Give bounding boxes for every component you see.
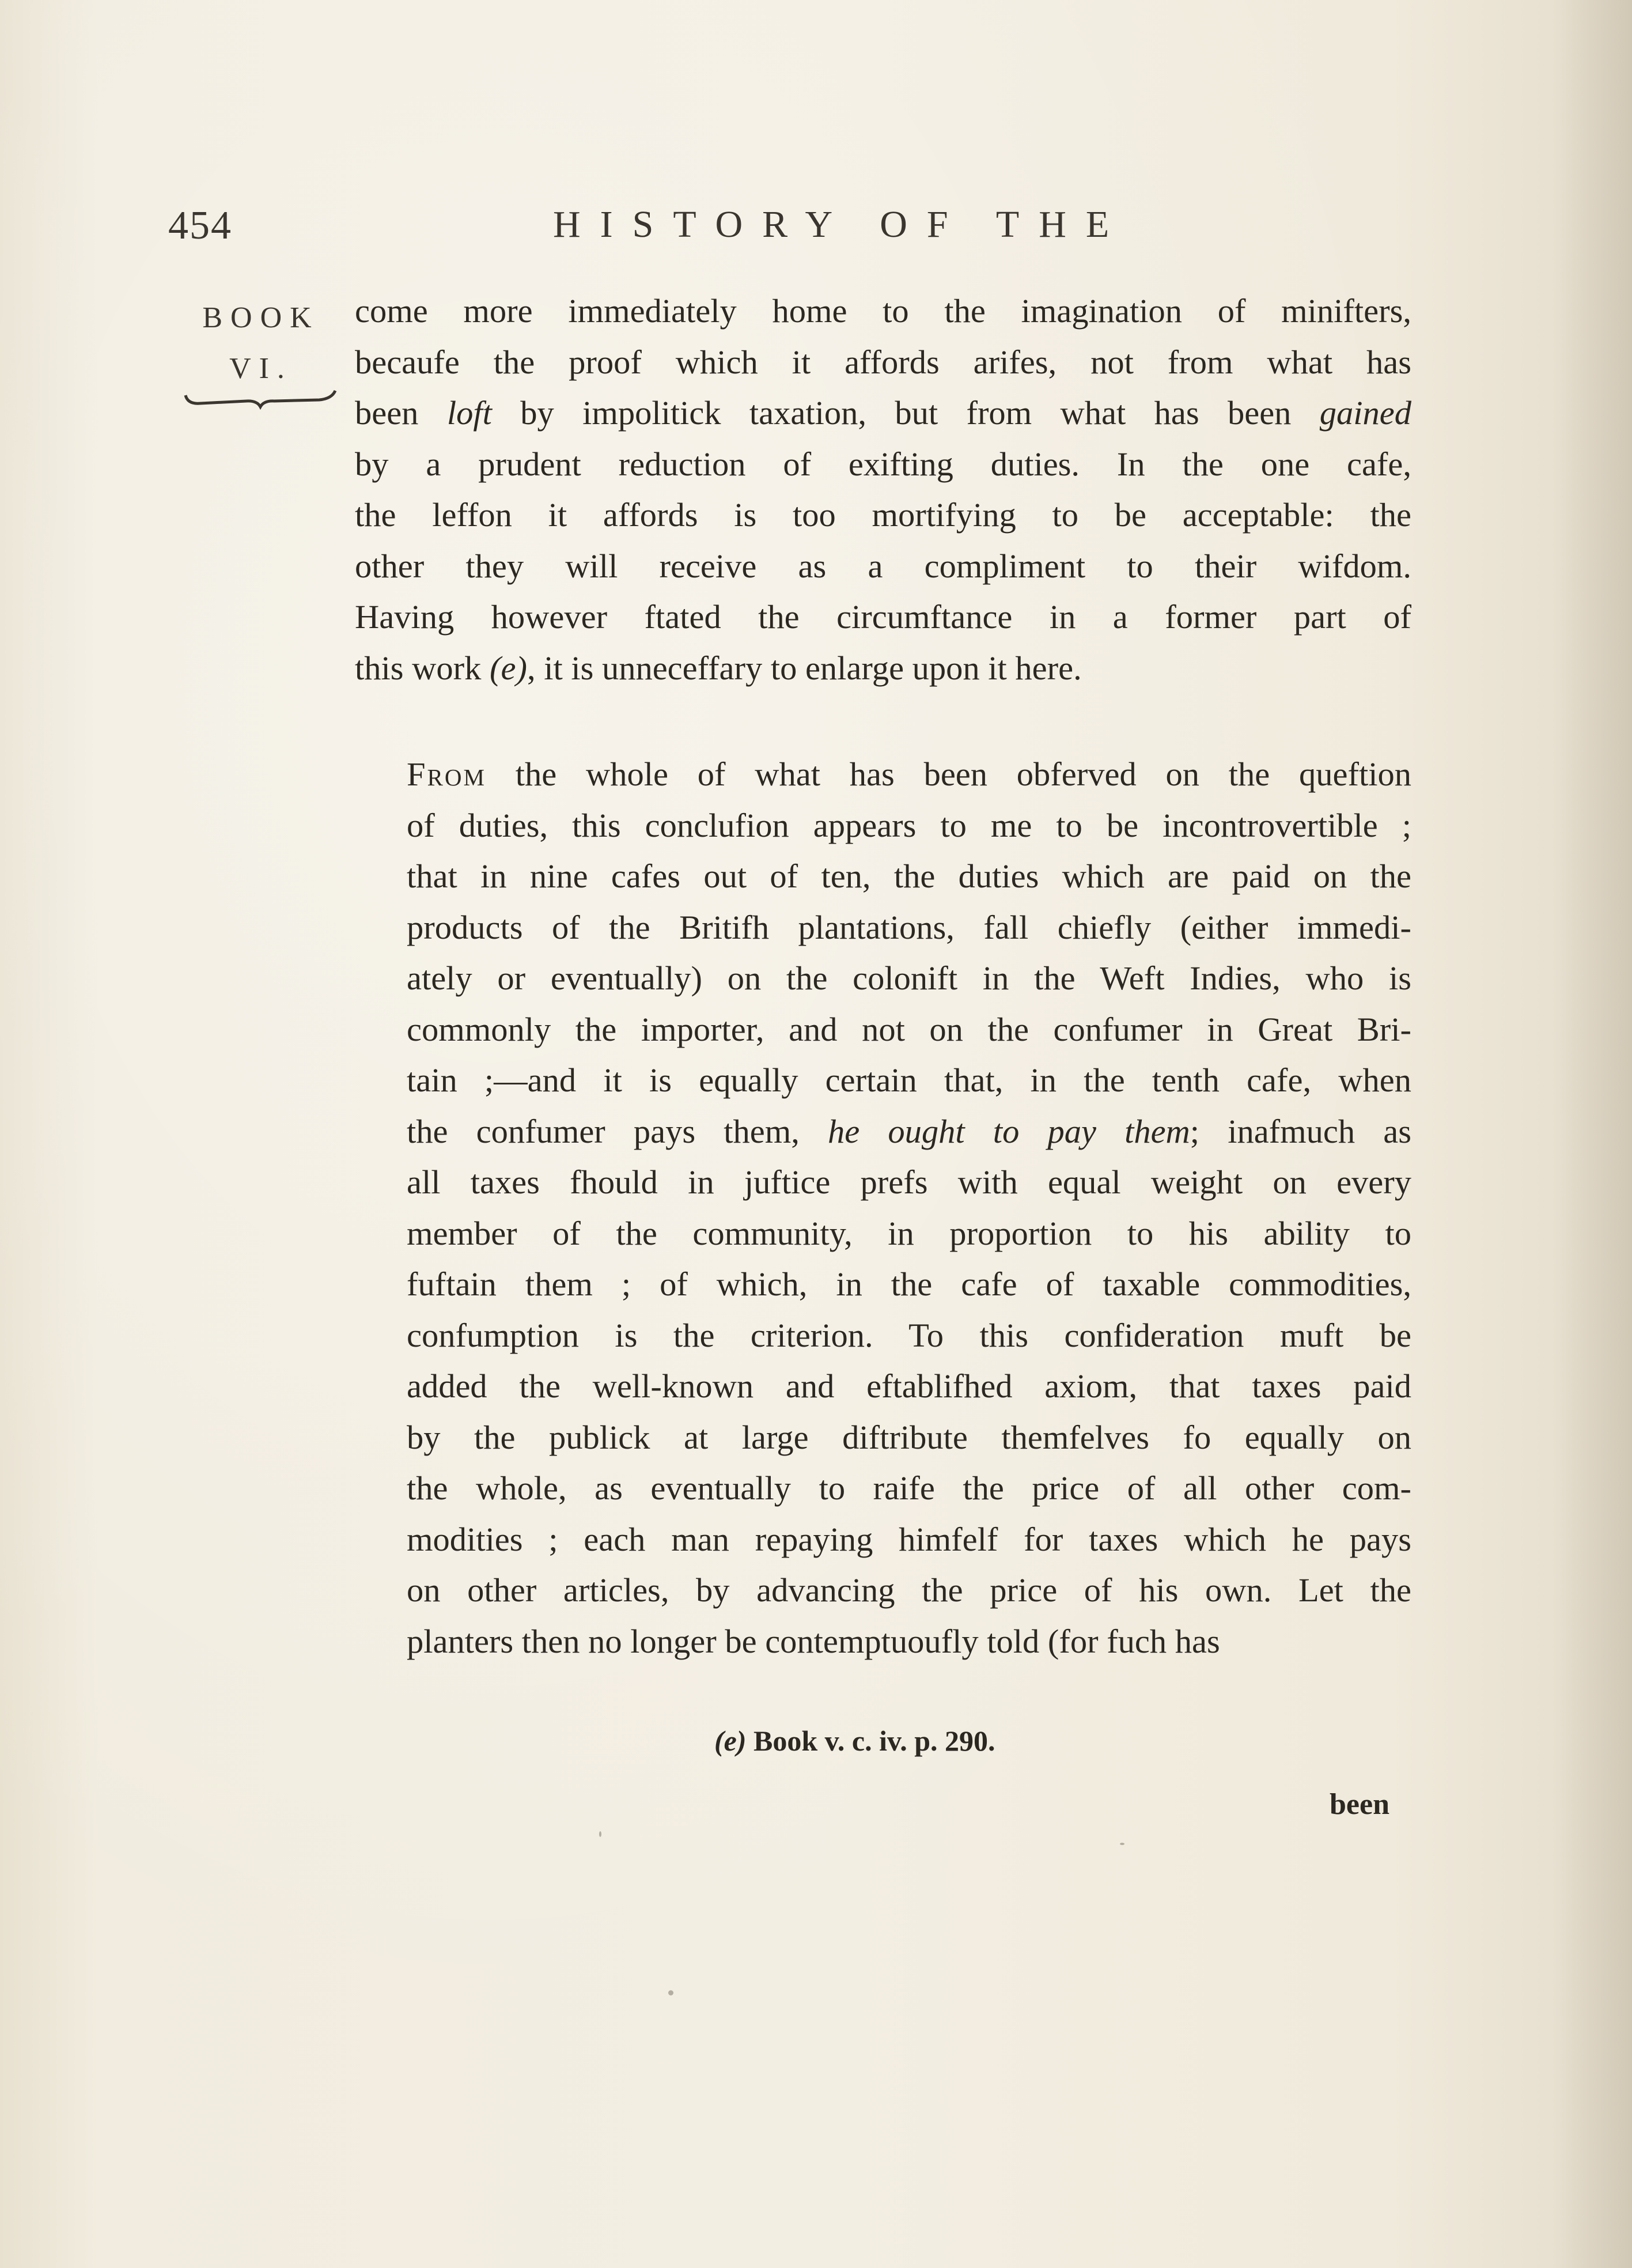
text-line [355, 1463, 1411, 1514]
text-line [355, 541, 1411, 592]
drop-word: From [407, 755, 486, 793]
text-segment: confumption is the criterion. To this confideration muft be [407, 1316, 1411, 1354]
text-segment: the whole, as eventually to raife the price of all other com- [407, 1469, 1411, 1507]
text-line [355, 953, 1411, 1004]
text-segment: ately or eventually) on the colonift in the Weft Indies, who is [407, 959, 1411, 997]
text-line [355, 490, 1411, 541]
italic-phrase: (e) [490, 649, 527, 687]
text-line [355, 643, 1411, 694]
margin-book-number: VI. [229, 352, 293, 385]
text-segment: the whole of what has been obferved on the queftion [486, 755, 1411, 793]
text-segment: member of the community, in proportion to his ability to [407, 1214, 1411, 1252]
text-line [355, 1565, 1411, 1616]
text-segment: ; inafmuch as [1190, 1112, 1411, 1150]
text-line [355, 1310, 1411, 1362]
text-segment: all taxes fhould in juftice prefs with equal weight on every [407, 1163, 1411, 1201]
text-segment: becaufe the proof which it affords arifes, not from what has [355, 343, 1411, 381]
text-segment: other they will receive as a compliment to their wifdom. [355, 547, 1411, 585]
running-head: HISTORY OF THE [553, 203, 1129, 245]
text-line [355, 1514, 1411, 1566]
footnote-text: Book v. c. iv. p. 290. [746, 1725, 995, 1757]
text-line [355, 1616, 1411, 1668]
margin-book-label: BOOK [202, 301, 320, 334]
paper-speck [599, 1831, 601, 1837]
text-line [355, 1157, 1411, 1208]
text-line [355, 1361, 1411, 1412]
text-line [355, 337, 1411, 388]
text-segment: Having however ftated the circumftance in a former part of [355, 598, 1411, 636]
footnote [714, 1724, 995, 1757]
text-line [355, 1106, 1411, 1158]
text-segment: by a prudent reduction of exifting duties. In the one cafe, [355, 445, 1411, 483]
footnote-marker: (e) [714, 1725, 747, 1757]
text-segment: of duties, this conclufion appears to me to be incontrovertible ; [407, 806, 1411, 844]
text-segment: planters then no longer be contemptuoufly told (for fuch has [407, 1622, 1220, 1660]
margin-brace-ornament [183, 387, 339, 416]
text-line [355, 286, 1411, 337]
text-segment: been [355, 394, 447, 432]
text-line [355, 1412, 1411, 1464]
text-segment: by the publick at large diftribute themfelves fo equally on [407, 1418, 1411, 1456]
text-line [355, 851, 1411, 902]
italic-phrase: he ought to pay them [828, 1112, 1190, 1150]
text-line [355, 1259, 1411, 1310]
text-line [355, 439, 1411, 490]
text-segment: come more immediately home to the imagination of minifters, [355, 292, 1411, 330]
text-line [355, 1055, 1411, 1106]
text-segment: on other articles, by advancing the price of his own. Let the [407, 1571, 1411, 1609]
page-gutter-shadow [1551, 0, 1632, 2268]
text-segment: this work [355, 649, 490, 687]
text-segment: that in nine cafes out of ten, the duties which are paid on the [407, 857, 1411, 895]
text-segment: , it is unneceffary to enlarge upon it here. [527, 649, 1082, 687]
text-segment: tain ;—and it is equally certain that, in the tenth cafe, when [407, 1061, 1411, 1099]
margin-note [183, 293, 339, 394]
paragraph-2 [355, 749, 1411, 1667]
text-segment: added the well-known and eftablifhed axiom, that taxes paid [407, 1367, 1411, 1405]
text-line [355, 592, 1411, 643]
paper-speck [1120, 1843, 1124, 1845]
text-segment: products of the Britifh plantations, fall chiefly (either immedi- [407, 908, 1411, 946]
text-line [355, 749, 1411, 800]
text-line [355, 902, 1411, 954]
text-segment: the confumer pays them, [407, 1112, 828, 1150]
text-segment: commonly the importer, and not on the confumer in Great Bri- [407, 1010, 1411, 1048]
text-segment: the leffon it affords is too mortifying to be acceptable: the [355, 496, 1411, 534]
italic-phrase: loft [446, 394, 492, 432]
italic-phrase: gained [1319, 394, 1411, 432]
page-number: 454 [168, 203, 232, 248]
text-segment: modities ; each man repaying himfelf for taxes which he pays [407, 1520, 1411, 1558]
text-segment: fuftain them ; of which, in the cafe of taxable commodities, [407, 1265, 1411, 1303]
text-line [355, 388, 1411, 439]
catchword: been [1330, 1788, 1389, 1821]
paper-speck [668, 1990, 673, 1995]
text-segment: by impolitick taxation, but from what has been [491, 394, 1320, 432]
paragraph-1 [355, 286, 1411, 694]
text-line [355, 1004, 1411, 1056]
text-line [355, 800, 1411, 852]
text-line [355, 1208, 1411, 1260]
